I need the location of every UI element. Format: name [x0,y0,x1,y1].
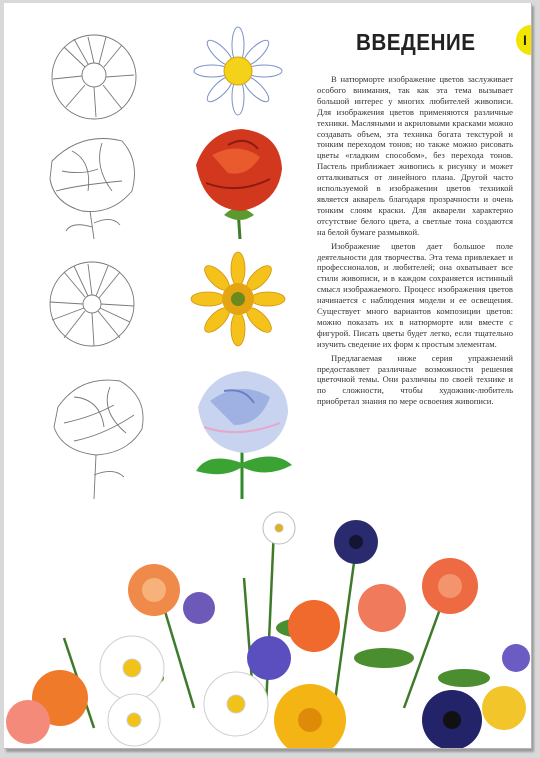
white-star-flower [263,512,295,544]
gerbera-illustration [190,251,286,347]
pink-carnation-left [6,700,50,744]
blue-cornflower [247,636,291,680]
yellow-flower-right [482,686,526,730]
paragraph-2: Изображение цветов дает большое поле деятельности для творчества. Эта тема привлекает и профессионалов, и любителей; она охватывает все стили живописи, и в каждом сохраняется истинный смысл изображаемого. Процесс изображения цветов начинается с наблюдения модели и ее освещения. Существует много вариантов композиции цветов: можно показать их в натюрморте или вместе с фигурой. Писать цветы будет легко, если тщательно изучить сведение их форм к простым элементам. [317,240,513,349]
orange-tulip [288,600,340,652]
salmon-carnation-mid [358,584,406,632]
dark-violet-flower [334,520,378,564]
white-daisy-left [100,636,164,700]
orange-carnation [128,564,180,616]
sketch-rose [42,131,142,241]
page-title: ВВЕДЕНИЕ [356,29,476,55]
sketch-daisy [48,31,140,123]
page-number-tab: I [516,25,532,55]
coral-carnation-right [422,558,478,614]
paragraph-1: В натюрморте изображение цветов заслуживает особого внимания, так как эта тема вызывает большой интерес у многих любителей живописи. Для изображения цветов применяются различные техники. Масляными и акриловыми красками можно создавать объем, эта техника богата текстурой и тонким переходом тонов; но также можно рисовать цветы «гладким способом», без перехода тонов. Пастель приближает живопись к рисунку и может отталкиваться от линейного плана. Другой часто используемой в изображении цветов техникой является акварель благодаря прозрачности и очень тонким слоям краски. Для акварели характерно отсутствие белого цвета, а светлые тона создаются на белой бумаге размывкой. [317,74,513,237]
sketch-rose-stem [44,371,154,501]
blue-rose-illustration [188,367,298,501]
paragraph-3: Предлагаемая ниже серия упражнений предоставляет различные возможности решения цветочной темы. Они различны по своей технике и по сложности, чтобы художник-любитель приобретал знания по мере освоения живописи. [317,352,513,407]
white-daisy-center [204,672,268,736]
dark-anemone [422,690,482,748]
document-page [4,3,532,749]
white-daisy-bottom [108,694,160,746]
purple-flower-right [502,644,530,672]
daisy-illustration [190,25,286,117]
purple-cornflower [183,592,215,624]
body-text [317,74,513,410]
sketch-gerbera [44,258,140,354]
bouquet-illustration [4,508,531,748]
red-rose-illustration [188,125,288,241]
